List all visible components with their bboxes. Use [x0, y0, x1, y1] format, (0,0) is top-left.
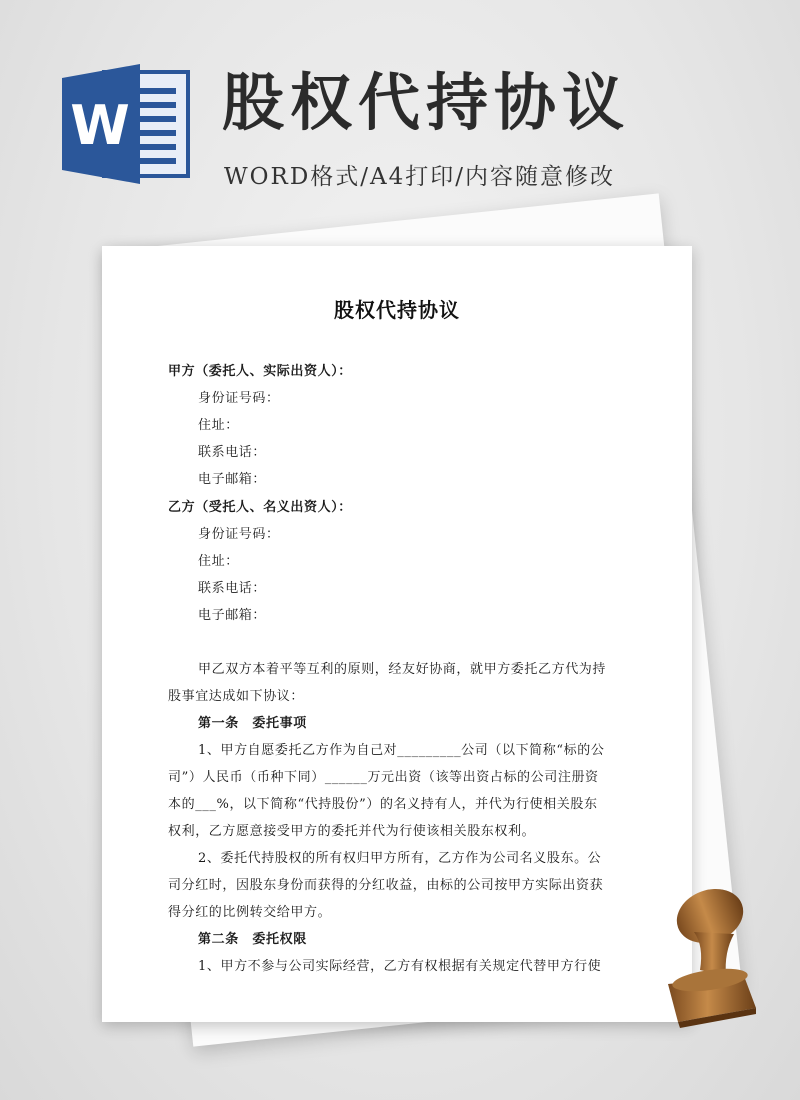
word-icon [62, 62, 190, 186]
party-b-heading: 乙方（受托人、名义出资人）： [168, 500, 352, 515]
document-page [102, 246, 692, 1022]
body-line: 司分红时，因股东身份而获得的分红收益，由标的公司按甲方实际出资获 [168, 878, 604, 893]
party-a-id-label: 身份证号码： [198, 391, 280, 406]
party-a-heading: 甲方（委托人、实际出资人）： [168, 364, 352, 379]
document-title: 股权代持协议 [334, 298, 460, 322]
body-line: 司”）人民币（币种下同）______万元出资（该等出资占标的公司注册资 [168, 770, 599, 785]
party-b-phone-label: 联系电话： [198, 581, 267, 596]
body-line: 甲乙双方本着平等互利的原则，经友好协商，就甲方委托乙方代为持 [198, 662, 607, 677]
page-subtitle: WORD格式/A4打印/内容随意修改 [224, 164, 615, 190]
body-line: 本的___%，以下简称“代持股份”）的名义持有人，并代为行使相关股东 [168, 797, 598, 812]
seal-stamp-icon [648, 880, 768, 1030]
party-b-id-label: 身份证号码： [198, 527, 280, 542]
body-line: 得分红的比例转交给甲方。 [168, 905, 332, 920]
article-one-heading: 第一条 委托事项 [198, 716, 307, 731]
party-b-address-label: 住址： [198, 554, 239, 569]
party-a-address-label: 住址： [198, 418, 239, 433]
party-a-phone-label: 联系电话： [198, 445, 267, 460]
logo-letter: W [70, 94, 130, 157]
party-a-email-label: 电子邮箱： [198, 472, 267, 487]
party-b-email-label: 电子邮箱： [198, 608, 267, 623]
body-line: 权利，乙方愿意接受甲方的委托并代为行使该相关股东权利。 [168, 824, 536, 839]
body-line: 1、甲方自愿委托乙方作为自己对_________公司（以下简称“标的公 [198, 743, 605, 758]
body-line: 1、甲方不参与公司实际经营，乙方有权根据有关规定代替甲方行使 [198, 959, 602, 974]
body-line: 2、委托代持股权的所有权归甲方所有，乙方作为公司名义股东。公 [198, 851, 602, 866]
body-line: 股事宜达成如下协议： [168, 689, 305, 704]
page-title: 股权代持协议 [222, 66, 631, 139]
article-two-heading: 第二条 委托权限 [198, 932, 307, 947]
